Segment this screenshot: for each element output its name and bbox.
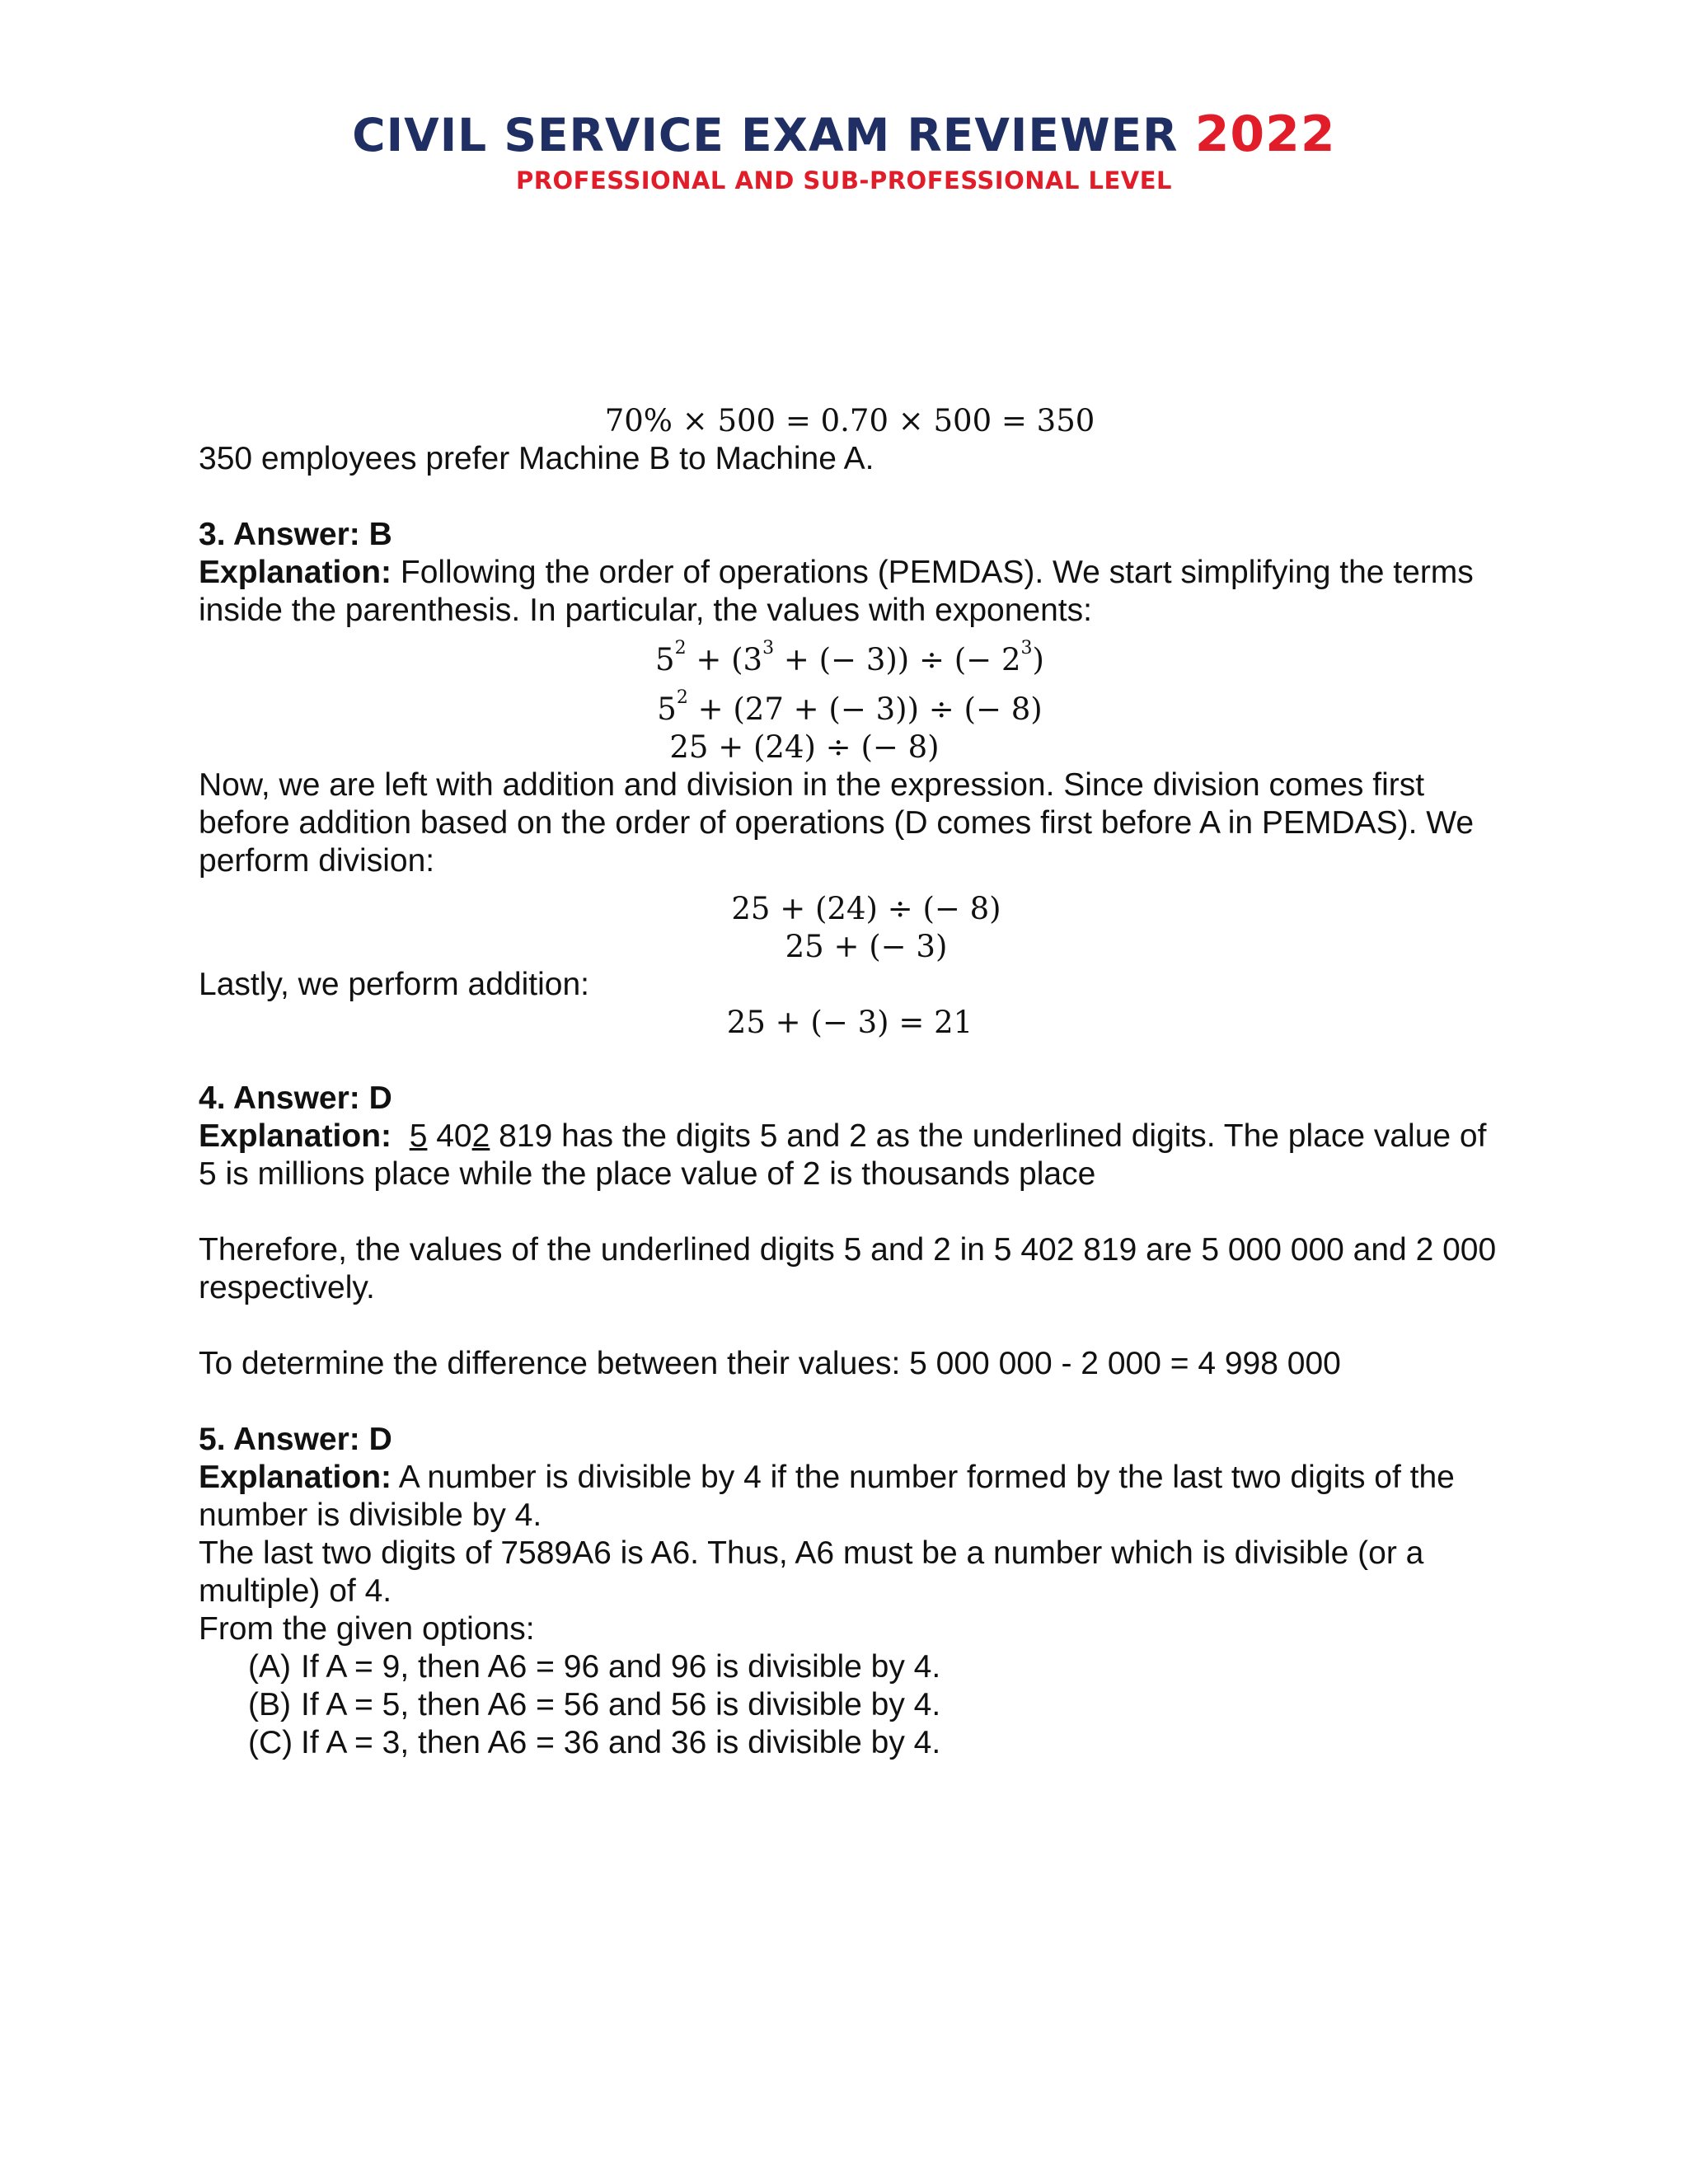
intro-conclusion: 350 employees prefer Machine B to Machine A.: [199, 441, 874, 476]
page-header: [0, 105, 1688, 197]
option-letter: (C): [248, 1725, 293, 1760]
document-body: [199, 402, 1501, 1762]
answer-3-section: [199, 516, 1501, 1042]
answer-4-difference-text: To determine the difference between their values: 5 000 000 - 2 000 = 4 998 000: [199, 1346, 1341, 1381]
list-item: [248, 1648, 1501, 1686]
options-list: [248, 1648, 1501, 1762]
answer-4-heading: 4. Answer: D: [199, 1080, 392, 1116]
answer-3-heading: 3. Answer: B: [199, 517, 392, 552]
list-item: [248, 1686, 1501, 1724]
header-subtitle: PROFESSIONAL AND SUB-PROFESSIONAL LEVEL: [515, 166, 1173, 194]
header-title: [0, 105, 1688, 164]
explanation-label: Explanation:: [199, 1460, 392, 1495]
option-text: If A = 3, then A6 = 36 and 36 is divisible by 4.: [301, 1725, 941, 1760]
math-step-2: $5^2 + (27$ + (− 3)) ÷ (− 8): [657, 687, 1043, 727]
answer-5-explanation: [199, 1459, 1501, 1535]
answer-5-section: [199, 1421, 1501, 1762]
math-step-6: 25 + (− 3) = 21: [726, 1005, 973, 1040]
option-letter: (B): [248, 1687, 291, 1722]
answer-3-lastly-text: Lastly, we perform addition:: [199, 967, 589, 1002]
option-letter: (A): [248, 1649, 291, 1685]
math-step-1: $5^2 + (3^3$ + (− 3)) ÷ (− $2^3$): [655, 638, 1044, 677]
answer-3-explanation: [199, 554, 1501, 630]
explanation-label: Explanation:: [199, 555, 392, 590]
math-step-5: 25 + (− 3): [785, 929, 948, 964]
answer-5-heading: 5. Answer: D: [199, 1422, 392, 1457]
explanation-text: A number is divisible by 4 if the number formed by the last two digits of the number is divisible by 4.: [199, 1460, 1455, 1533]
answer-4-explanation: Explanation: 5 402 819 has the digits 5 and 2 as the underlined digits. The place value of 5 is millions place while the place value of 2 is thousands place: [199, 1118, 1487, 1192]
underlined-digit-2: 2: [471, 1118, 490, 1154]
answer-5-options-intro: From the given options:: [199, 1611, 535, 1647]
answer-4-section: [199, 1080, 1501, 1383]
math-step-4: 25 + (24) ÷ (− 8): [731, 891, 1001, 926]
header-title-main: CIVIL SERVICE EXAM REVIEWER: [352, 109, 1179, 162]
answer-4-values-text: Therefore, the values of the underlined digits 5 and 2 in 5 402 819 are 5 000 000 and 2 000 respectively.: [199, 1232, 1497, 1305]
percent-equation: 70% × 500 = 0.70 × 500 = 350: [604, 403, 1095, 438]
option-text: If A = 5, then A6 = 56 and 56 is divisible by 4.: [301, 1687, 941, 1722]
answer-3-division-text: Now, we are left with addition and division in the expression. Since division comes first before addition based on the order of operations (D comes first before A in PEMDAS). We perform division:: [199, 767, 1475, 879]
explanation-text: has the digits 5 and 2 as the underlined digits. The place value of 5 is millions place while the place value of 2 is thousands place: [199, 1118, 1487, 1192]
header-title-year: 2022: [1194, 105, 1336, 163]
underlined-digit-5: 5: [409, 1118, 428, 1154]
list-item: [248, 1724, 1501, 1762]
answer-5-last-digits-text: The last two digits of 7589A6 is A6. Thus, A6 must be a number which is divisible (or a multiple) of 4.: [199, 1535, 1424, 1609]
explanation-text: Following the order of operations (PEMDAS). We start simplifying the terms inside the parenthesis. In particular, the values with exponents:: [199, 555, 1474, 628]
explanation-label: Explanation:: [199, 1118, 392, 1154]
option-text: If A = 9, then A6 = 96 and 96 is divisible by 4.: [301, 1649, 941, 1685]
math-step-3: 25 + (24) ÷ (− 8): [669, 729, 940, 765]
